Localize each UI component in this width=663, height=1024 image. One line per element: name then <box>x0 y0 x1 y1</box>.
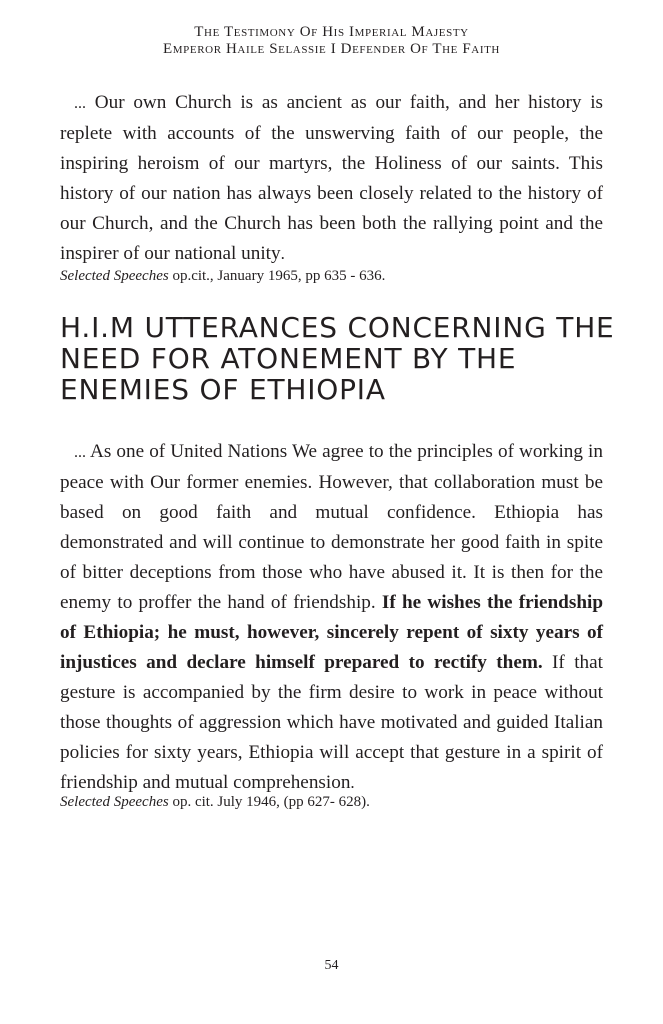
ellipsis: ... <box>74 95 86 112</box>
citation-details: op.cit., January 1965, pp 635 - 636. <box>168 268 386 284</box>
quote-text-start: As one of United Nations We agree to the principles of working in peace with Our former enemies. However, that collaboration must be based on good faith and mutual confidence. Ethiopia has demonstrated and will continue to demonstrate her good faith in spite of bitter deceptions from those who have abused it. It is then for the enemy to proffer the hand of friendship. <box>60 441 603 613</box>
running-header-line-2: Emperor Haile Selassie I Defender Of The Faith <box>163 41 500 57</box>
citation-church <box>60 267 603 285</box>
section-heading: H.I.M UTTERANCES CONCERNING THE NEED FOR ATONEMENT BY THE ENEMIES OF ETHIOPIA <box>60 311 615 406</box>
citation-atonement <box>60 793 603 811</box>
quote-paragraph-atonement <box>60 437 603 798</box>
running-header <box>0 24 663 58</box>
quote-text-bold: If he wishes the friendship of Ethiopia; he must, however, sincerely repent of sixty years of injustices and declare himself prepared to rectify them. <box>60 592 603 673</box>
end-mark: . <box>280 244 285 263</box>
ellipsis: ... <box>74 444 86 461</box>
citation-title: Selected Speeches <box>60 794 169 810</box>
quote-text-end: If that gesture is accompanied by the firm desire to work in peace without those thoughts of aggression which have motivated and guided Italian policies for sixty years, Ethiopia will accept that gesture in a spirit of friendship and mutual comprehension <box>60 652 603 793</box>
page-number: 54 <box>324 958 339 973</box>
citation-details: op. cit. July 1946, (pp 627- 628). <box>168 794 370 810</box>
running-header-line-1: The Testimony Of His Imperial Majesty <box>194 24 469 40</box>
end-mark: . <box>350 773 355 792</box>
quote-text: Our own Church is as ancient as our faith, and her history is replete with accounts of the unswerving faith of our people, the inspiring heroism of our martyrs, the Holiness of our saints. This history of our nation has always been closely related to the history of our Church, and the Church has been both the rallying point and the inspirer of our national unity <box>60 92 604 264</box>
citation-title: Selected Speeches <box>60 268 169 284</box>
quote-paragraph-church <box>60 88 603 269</box>
